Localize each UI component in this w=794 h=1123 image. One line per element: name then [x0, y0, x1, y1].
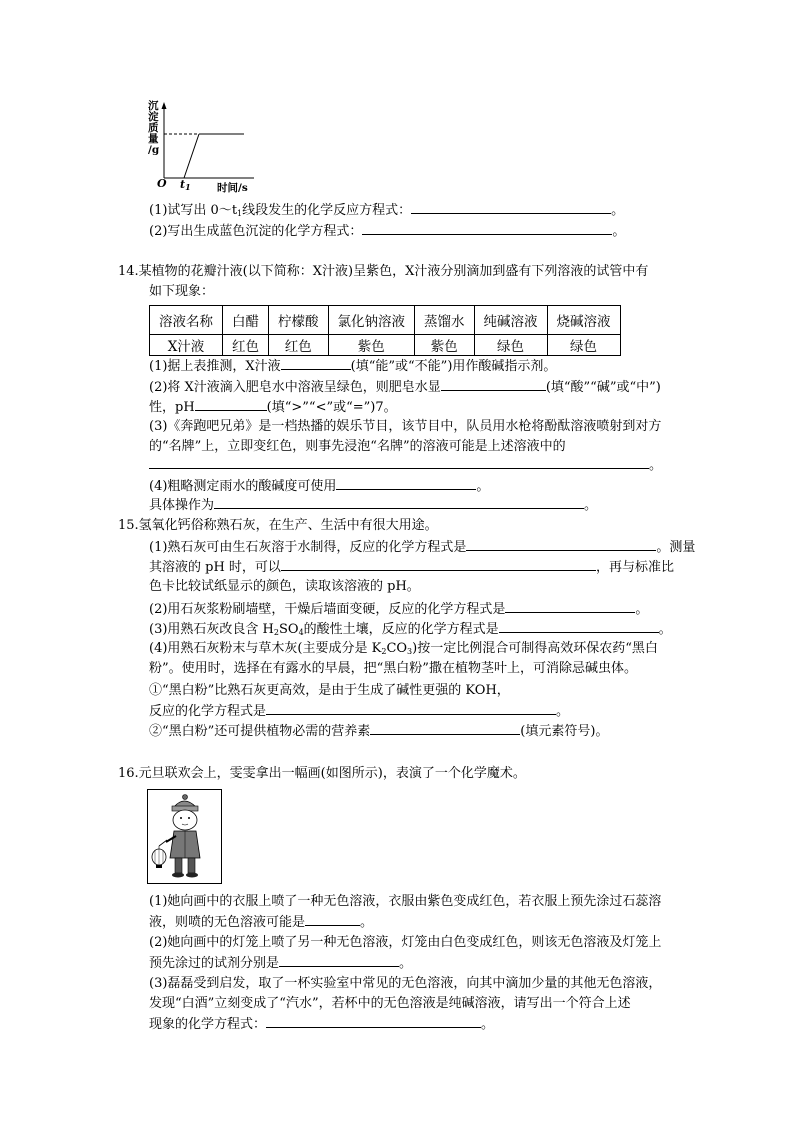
q15-p3-answer-blank[interactable] [499, 620, 659, 633]
q16-p3-text: 现象的化学方程式： [149, 1017, 267, 1032]
q14-part3-line1: (3)《奔跑吧兄弟》是一档热播的娱乐节目，该节目中，队员用水枪将酚酞溶液喷射到对方 [149, 419, 662, 434]
q14-p1-text: (1)据上表推测，X汁液 [149, 359, 281, 374]
y-label-char: 质 [148, 122, 159, 134]
q16-part3-line1: (3)磊磊受到启发，取了一杯实验室中常见的无色溶液，向其中滴加少量的其他无色溶液， [149, 976, 662, 991]
q14-p4-answer-blank-1[interactable] [336, 477, 476, 490]
table-header-cell: 纯碱溶液 [474, 306, 547, 335]
table-cell: 红色 [269, 335, 329, 356]
q16-part2-line1: (2)她向画中的灯笼上喷了另一种无色溶液，灯笼由白色变成红色，则该无色溶液及灯笼上 [149, 935, 662, 950]
q15-p2-answer-blank[interactable] [505, 600, 635, 613]
t1-label [180, 178, 191, 192]
q15-part2 [149, 600, 648, 619]
q14-p1-text2: (填“能”或“不能”)用作酸碱指示剂。 [350, 359, 557, 374]
rising-segment [184, 134, 199, 178]
q14-p4-text2: 具体操作为 [149, 498, 215, 513]
q15-intro: 15.氢氧化钙俗称熟石灰，在生产、生活中有很大用途。 [118, 518, 438, 533]
q15-p2-end: 。 [635, 602, 649, 617]
q16-part2-line2 [149, 954, 412, 973]
q15-p1-text4: ，再与标准比 [595, 560, 674, 575]
q15-c1-end: 。 [556, 704, 570, 719]
q16-part3-line2: 发现“白酒”立刻变成了“汽水”，若杯中的无色溶液是纯碱溶液，请写出一个符合上述 [149, 996, 631, 1011]
q15-c2-end: (填元素符号)。 [520, 724, 609, 739]
q14-p1-answer-blank[interactable] [281, 357, 351, 370]
q15-choice2 [149, 722, 608, 741]
q15-c2-answer-blank[interactable] [370, 722, 520, 735]
table-cell: 紫色 [415, 335, 475, 356]
q15-choice1-line2 [149, 702, 569, 721]
q14-p4-end2: 。 [584, 498, 598, 513]
q15-p3-sub2: 4 [298, 628, 304, 637]
q16-p2-end: 。 [399, 956, 413, 971]
table-header-row [150, 306, 621, 335]
x-axis-label: 时间/s [217, 182, 248, 194]
q16-p1-end: 。 [360, 915, 374, 930]
q15-p1-text2: 。测量 [656, 540, 696, 555]
q15-c1-answer-blank[interactable] [266, 702, 556, 715]
q13-p2-text: (2)写出生成蓝色沉淀的化学方程式： [149, 224, 363, 239]
table-cell: 绿色 [547, 335, 620, 356]
table-header-cell: 白醋 [223, 306, 269, 335]
q15-part1-line3: 色卡比较试纸显示的颜色，读取该溶液的 pH。 [149, 579, 420, 594]
q14-p2-answer-blank-2[interactable] [195, 398, 267, 411]
q14-p4-answer-blank-2[interactable] [214, 496, 584, 509]
q14-part4-line2 [149, 496, 597, 515]
table-cell: 红色 [223, 335, 269, 356]
q14-p4-end: 。 [476, 479, 490, 494]
q16-part3-line3 [149, 1015, 494, 1034]
y-axis-label [148, 101, 160, 156]
q14-part2-line2 [149, 398, 397, 417]
q15-p3-end: 。 [658, 622, 672, 637]
q15-p4-sub2: 3 [407, 647, 413, 656]
q15-c2-text: ②“黑白粉”还可提供植物必需的营养素 [149, 724, 371, 739]
y-unit: /g [148, 144, 160, 156]
q13-p1-end: 。 [611, 203, 625, 218]
q13-p1-sub: 1 [237, 209, 243, 218]
q16-part1-line2 [149, 913, 373, 932]
q15-p1-answer-blank-2[interactable] [281, 558, 596, 571]
q16-part1-line1: (1)她向画中的衣服上喷了一种无色溶液，衣服由紫色变成红色，若衣服上预先涂过石蕊溶 [149, 894, 662, 909]
q15-p3-text2: SO [278, 622, 299, 637]
q13-p1-text: (1)试写出 0～t [149, 203, 238, 218]
q14-p4-text: (4)粗略测定雨水的酸碱度可使用 [149, 479, 337, 494]
q16-intro: 16.元旦联欢会上，雯雯拿出一幅画(如图所示)，表演了一个化学魔术。 [118, 766, 526, 781]
q14-intro-line1: 14.某植物的花瓣汁液(以下简称：X汁液)呈紫色，X汁液分别滴加到盛有下列溶液的试管中有 [118, 264, 649, 279]
q15-p1-text3: 其溶液的 pH 时，可以 [149, 560, 281, 575]
q15-p1-text: (1)熟石灰可由生石灰溶于水制得，反应的化学方程式是 [149, 540, 467, 555]
q15-p4-text2: CO [386, 641, 408, 656]
t1-text: t [180, 178, 186, 191]
q13-part1 [149, 201, 624, 223]
q16-p2-text: 预先涂过的试剂分别是 [149, 956, 280, 971]
table-header-cell: 氯化钠溶液 [328, 306, 415, 335]
table-header-cell: 蒸馏水 [415, 306, 475, 335]
q14-part2-line1 [149, 378, 661, 397]
q15-choice1-line1: ①“黑白粉”比熟石灰更高效，是由于生成了碱性更强的 KOH， [149, 683, 510, 698]
q13-p2-end: 。 [612, 224, 626, 239]
t1-sub: 1 [185, 182, 191, 192]
q14-p2-text3: 性，pH [149, 400, 195, 415]
indicator-table [149, 305, 621, 356]
q15-p4-text: (4)用熟石灰粉末与草木灰(主要成分是 K [149, 641, 382, 656]
q15-p3-text3: 的酸性土壤，反应的化学方程式是 [303, 622, 499, 637]
q16-p3-end: 。 [481, 1017, 495, 1032]
lantern-boy-drawing [148, 790, 221, 883]
q14-part4-line1 [149, 477, 489, 496]
q14-part3-line2: 的“名牌”上，立即变红色，则事先浸泡“名牌”的溶液可能是上述溶液中的 [149, 439, 566, 454]
q14-p2-answer-blank-1[interactable] [441, 378, 546, 391]
table-cell: 绿色 [474, 335, 547, 356]
q15-p3-sub: 2 [273, 628, 279, 637]
q15-part1-line2 [149, 558, 674, 577]
table-row [150, 335, 621, 356]
precipitate-mass-graph [142, 100, 282, 195]
q14-p2-text: (2)将 X汁液滴入肥皂水中溶液呈绿色，则肥皂水显 [149, 380, 441, 395]
q15-part4-line2: 粉”。使用时，选择在有露水的早晨，把“黑白粉”撒在植物茎叶上，可消除忌碱虫体。 [149, 661, 637, 676]
lantern-boy-picture [147, 789, 222, 884]
q15-p4-text3: )按一定比例混合可制得高效环保农药“黑白 [412, 641, 658, 656]
table-header-cell: 烧碱溶液 [547, 306, 620, 335]
q14-p3-answer-blank[interactable] [149, 456, 649, 469]
q14-p2-text4: (填“>”“<”或“=”)7。 [266, 400, 397, 415]
q14-part3-line3 [149, 456, 662, 475]
q16-p2-answer-blank[interactable] [279, 954, 399, 967]
q15-part3 [149, 620, 672, 642]
y-label-char: 沉 [148, 100, 159, 112]
q15-c1-text: 反应的化学方程式是 [149, 704, 267, 719]
table-header-cell: 溶液名称 [150, 306, 223, 335]
q15-p4-sub: 2 [381, 647, 387, 656]
q15-p2-text: (2)用石灰浆粉刷墙壁，干燥后墙面变硬，反应的化学方程式是 [149, 602, 506, 617]
q13-p2-answer-blank[interactable] [362, 222, 612, 235]
q14-p2-text2: (填“酸”“碱”或“中”) [545, 380, 661, 395]
q15-p3-text: (3)用熟石灰改良含 H [149, 622, 274, 637]
q16-p1-answer-blank[interactable] [305, 913, 360, 926]
q16-p1-text: 液，则喷的无色溶液可能是 [149, 915, 306, 930]
table-cell: 紫色 [328, 335, 415, 356]
table-header-cell: 柠檬酸 [269, 306, 329, 335]
q13-p1-text2: 线段发生的化学反应方程式： [242, 203, 412, 218]
origin-label: O [157, 177, 167, 190]
y-axis-arrow [162, 102, 167, 109]
q15-p1-answer-blank-1[interactable] [466, 538, 656, 551]
y-label-char: 淀 [148, 111, 159, 123]
y-label-char: 量 [148, 133, 159, 145]
q15-part4-line1 [149, 640, 658, 661]
q14-part1 [149, 357, 556, 376]
q14-intro-line2: 如下现象： [149, 284, 215, 299]
q16-p3-answer-blank[interactable] [266, 1015, 481, 1028]
q15-part1-line1 [149, 538, 695, 557]
q14-p3-end: 。 [649, 458, 663, 473]
q13-p1-answer-blank[interactable] [411, 201, 611, 214]
table-cell: X汁液 [150, 335, 223, 356]
q13-part2 [149, 222, 625, 241]
